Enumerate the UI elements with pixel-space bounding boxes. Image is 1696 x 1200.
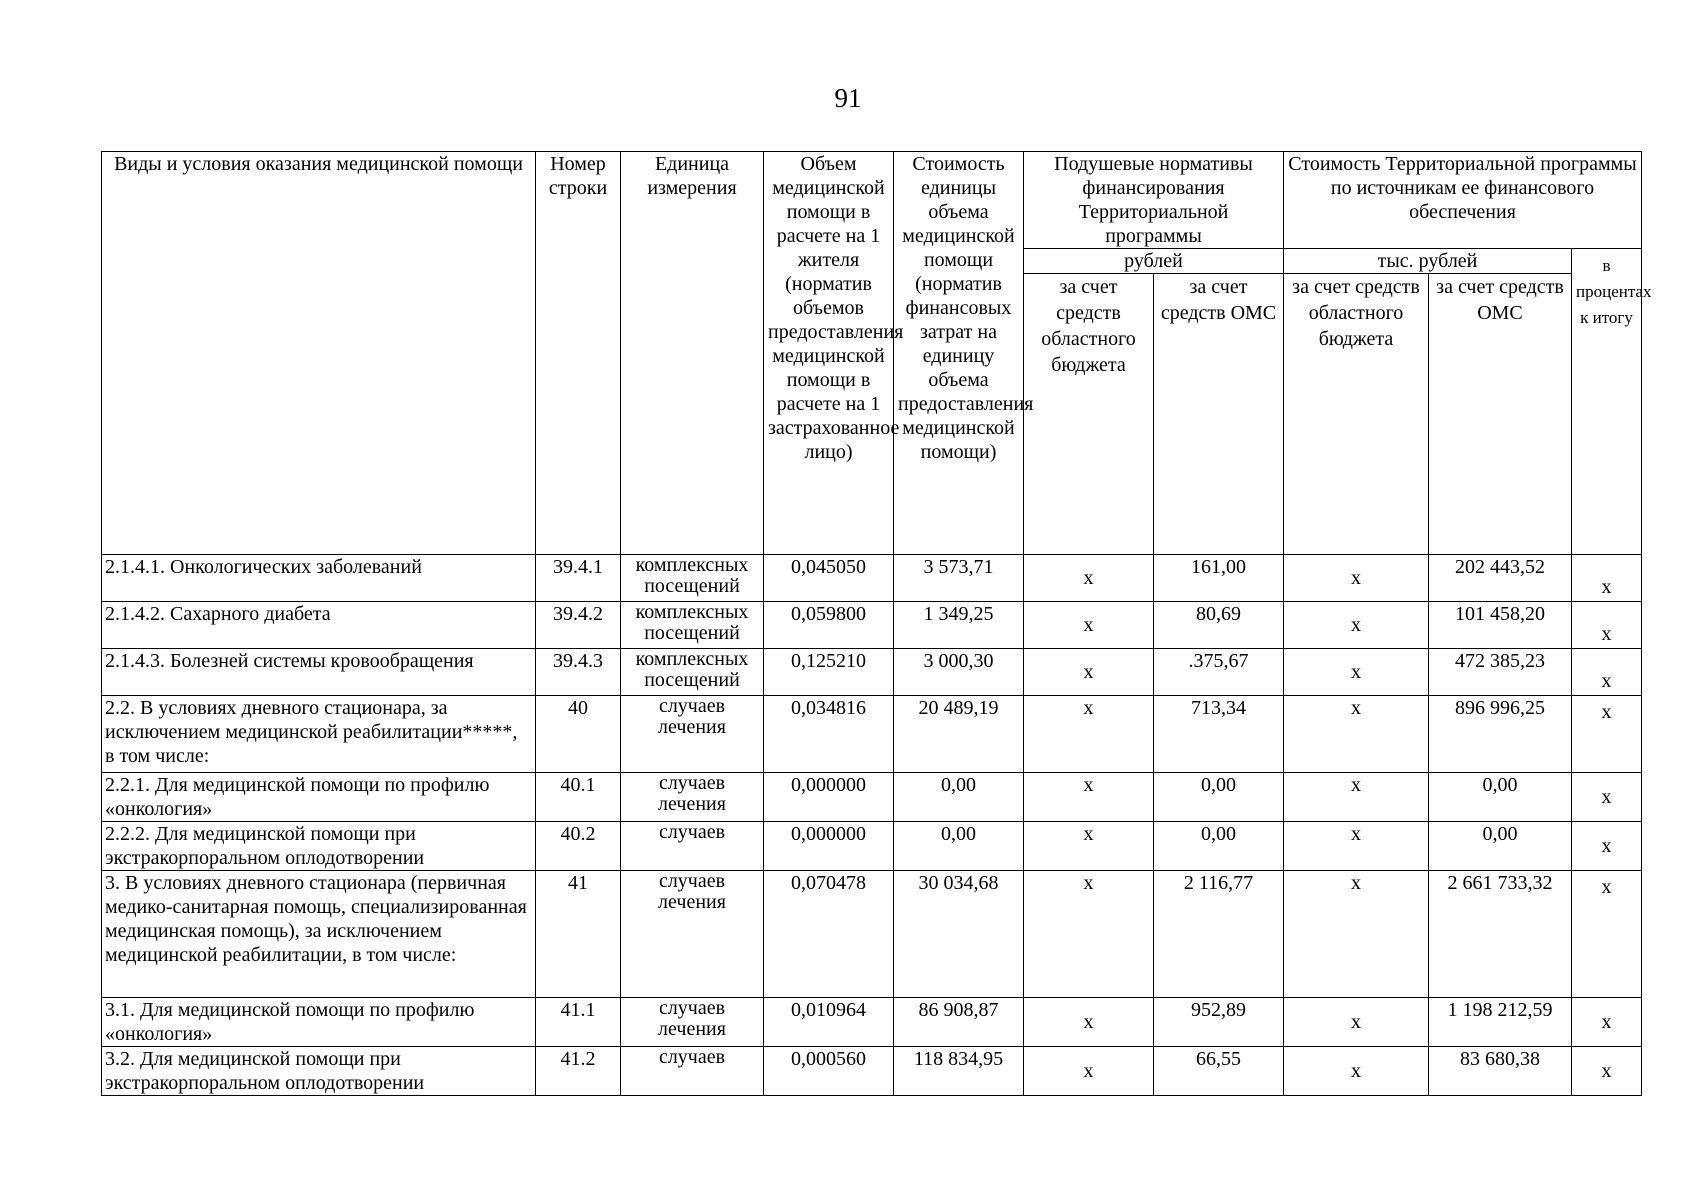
- row-program-cost-oms: 202 443,52: [1429, 555, 1572, 602]
- row-percent: x: [1572, 773, 1642, 822]
- row-per-capita-oms: 80,69: [1154, 602, 1284, 649]
- row-line-number: 40: [536, 696, 621, 773]
- row-volume: 0,059800: [764, 602, 894, 649]
- row-line-number: 40.2: [536, 822, 621, 871]
- row-per-capita-oms: 0,00: [1154, 822, 1284, 871]
- header-volume: Объем медицинской помощи в расчете на 1 жителя (норматив объемов предоставления медицинской помощи в расчете на 1 застрахованное лицо): [764, 152, 894, 555]
- row-program-cost-budget: x: [1284, 1047, 1429, 1096]
- program-table: [101, 151, 1652, 1096]
- row-name: 3.1. Для медицинской помощи по профилю «онкология»: [102, 998, 536, 1047]
- row-line-number: 39.4.3: [536, 649, 621, 696]
- page-number: 91: [834, 83, 862, 113]
- header-program-cost-oms: за счет средств ОМС: [1429, 274, 1572, 555]
- header-program-cost: Стоимость Территориальной программы по источникам ее финансового обеспечения: [1284, 152, 1642, 249]
- row-name: 3. В условиях дневного стационара (первичная медико-санитарная помощь, специализированная медицинская помощь), за исключением медицинской реабилитации, в том числе:: [102, 871, 536, 998]
- row-program-cost-oms: 101 458,20: [1429, 602, 1572, 649]
- row-percent: x: [1572, 871, 1642, 998]
- row-program-cost-oms: 472 385,23: [1429, 649, 1572, 696]
- row-program-cost-budget: x: [1284, 773, 1429, 822]
- row-per-capita-oms: 0,00: [1154, 773, 1284, 822]
- row-per-capita-oms: .375,67: [1154, 649, 1284, 696]
- row-per-capita-oms: 713,34: [1154, 696, 1284, 773]
- row-per-capita-budget: x: [1024, 1047, 1154, 1096]
- row-per-capita-oms: 66,55: [1154, 1047, 1284, 1096]
- table-row: [102, 649, 1642, 696]
- header-per-capita-budget: за счет средств областного бюджета: [1024, 274, 1154, 555]
- row-volume: 0,045050: [764, 555, 894, 602]
- row-unit-cost: 86 908,87: [894, 998, 1024, 1047]
- header-program-cost-budget: за счет средств областного бюджета: [1284, 274, 1429, 555]
- row-unit: комплексных посещений: [621, 602, 764, 649]
- row-volume: 0,034816: [764, 696, 894, 773]
- row-volume: 0,000000: [764, 773, 894, 822]
- row-program-cost-budget: x: [1284, 998, 1429, 1047]
- table-row: [102, 1047, 1642, 1096]
- row-volume: 0,010964: [764, 998, 894, 1047]
- row-unit: случаев лечения: [621, 773, 764, 822]
- header-program-cost-unit: тыс. рублей: [1284, 249, 1572, 274]
- row-name: 2.1.4.1. Онкологических заболеваний: [102, 555, 536, 602]
- row-line-number: 41: [536, 871, 621, 998]
- row-unit: случаев: [621, 822, 764, 871]
- header-per-capita-unit: рублей: [1024, 249, 1284, 274]
- row-per-capita-budget: x: [1024, 649, 1154, 696]
- header-percent: в процентах к итогу: [1572, 249, 1642, 555]
- row-volume: 0,070478: [764, 871, 894, 998]
- table-row: [102, 555, 1642, 602]
- table-row: [102, 696, 1642, 773]
- row-unit: случаев лечения: [621, 998, 764, 1047]
- header-per-capita-oms: за счет средств ОМС: [1154, 274, 1284, 555]
- row-per-capita-budget: x: [1024, 773, 1154, 822]
- row-per-capita-budget: x: [1024, 602, 1154, 649]
- row-per-capita-budget: x: [1024, 696, 1154, 773]
- table-row: [102, 871, 1642, 998]
- header-per-capita: Подушевые нормативы финансирования Территориальной программы: [1024, 152, 1284, 249]
- row-program-cost-oms: 0,00: [1429, 773, 1572, 822]
- row-program-cost-oms: 2 661 733,32: [1429, 871, 1572, 998]
- row-unit-cost: 3 573,71: [894, 555, 1024, 602]
- row-program-cost-budget: x: [1284, 696, 1429, 773]
- row-name: 2.2.2. Для медицинской помощи при экстракорпоральном оплодотворении: [102, 822, 536, 871]
- row-unit-cost: 30 034,68: [894, 871, 1024, 998]
- row-line-number: 41.2: [536, 1047, 621, 1096]
- row-name: 2.1.4.2. Сахарного диабета: [102, 602, 536, 649]
- row-unit-cost: 3 000,30: [894, 649, 1024, 696]
- row-per-capita-budget: x: [1024, 871, 1154, 998]
- row-program-cost-oms: 1 198 212,59: [1429, 998, 1572, 1047]
- row-per-capita-oms: 2 116,77: [1154, 871, 1284, 998]
- header-unit: Единица измерения: [621, 152, 764, 555]
- row-volume: 0,125210: [764, 649, 894, 696]
- table-row: [102, 822, 1642, 871]
- table-row: [102, 602, 1642, 649]
- table-row: [102, 998, 1642, 1047]
- row-volume: 0,000560: [764, 1047, 894, 1096]
- row-line-number: 39.4.1: [536, 555, 621, 602]
- row-program-cost-oms: 0,00: [1429, 822, 1572, 871]
- row-per-capita-budget: x: [1024, 998, 1154, 1047]
- row-program-cost-budget: x: [1284, 649, 1429, 696]
- row-per-capita-oms: 161,00: [1154, 555, 1284, 602]
- row-unit: случаев лечения: [621, 696, 764, 773]
- row-name: 2.2. В условиях дневного стационара, за исключением медицинской реабилитации*****, в том числе:: [102, 696, 536, 773]
- table-row: [102, 773, 1642, 822]
- row-per-capita-oms: 952,89: [1154, 998, 1284, 1047]
- row-name: 3.2. Для медицинской помощи при экстракорпоральном оплодотворении: [102, 1047, 536, 1096]
- row-line-number: 40.1: [536, 773, 621, 822]
- header-kind: Виды и условия оказания медицинской помощи: [102, 152, 536, 555]
- row-volume: 0,000000: [764, 822, 894, 871]
- row-unit-cost: 118 834,95: [894, 1047, 1024, 1096]
- row-percent: x: [1572, 696, 1642, 773]
- row-unit-cost: 1 349,25: [894, 602, 1024, 649]
- row-unit: случаев: [621, 1047, 764, 1096]
- row-unit: случаев лечения: [621, 871, 764, 998]
- row-percent: x: [1572, 602, 1642, 649]
- row-percent: x: [1572, 1047, 1642, 1096]
- row-line-number: 41.1: [536, 998, 621, 1047]
- row-program-cost-budget: x: [1284, 602, 1429, 649]
- row-per-capita-budget: x: [1024, 555, 1154, 602]
- row-program-cost-budget: x: [1284, 871, 1429, 998]
- row-percent: x: [1572, 649, 1642, 696]
- row-line-number: 39.4.2: [536, 602, 621, 649]
- row-per-capita-budget: x: [1024, 822, 1154, 871]
- header-line-number: Номер строки: [536, 152, 621, 555]
- row-percent: x: [1572, 555, 1642, 602]
- row-unit: комплексных посещений: [621, 555, 764, 602]
- row-name: 2.1.4.3. Болезней системы кровообращения: [102, 649, 536, 696]
- header-unit-cost: Стоимость единицы объема медицинской помощи (норматив финансовых затрат на единицу объема предоставления медицинской помощи): [894, 152, 1024, 555]
- row-percent: x: [1572, 822, 1642, 871]
- row-program-cost-oms: 896 996,25: [1429, 696, 1572, 773]
- row-program-cost-oms: 83 680,38: [1429, 1047, 1572, 1096]
- row-percent: x: [1572, 998, 1642, 1047]
- row-name: 2.2.1. Для медицинской помощи по профилю «онкология»: [102, 773, 536, 822]
- row-unit-cost: 0,00: [894, 773, 1024, 822]
- row-program-cost-budget: x: [1284, 822, 1429, 871]
- row-program-cost-budget: x: [1284, 555, 1429, 602]
- row-unit: комплексных посещений: [621, 649, 764, 696]
- row-unit-cost: 20 489,19: [894, 696, 1024, 773]
- row-unit-cost: 0,00: [894, 822, 1024, 871]
